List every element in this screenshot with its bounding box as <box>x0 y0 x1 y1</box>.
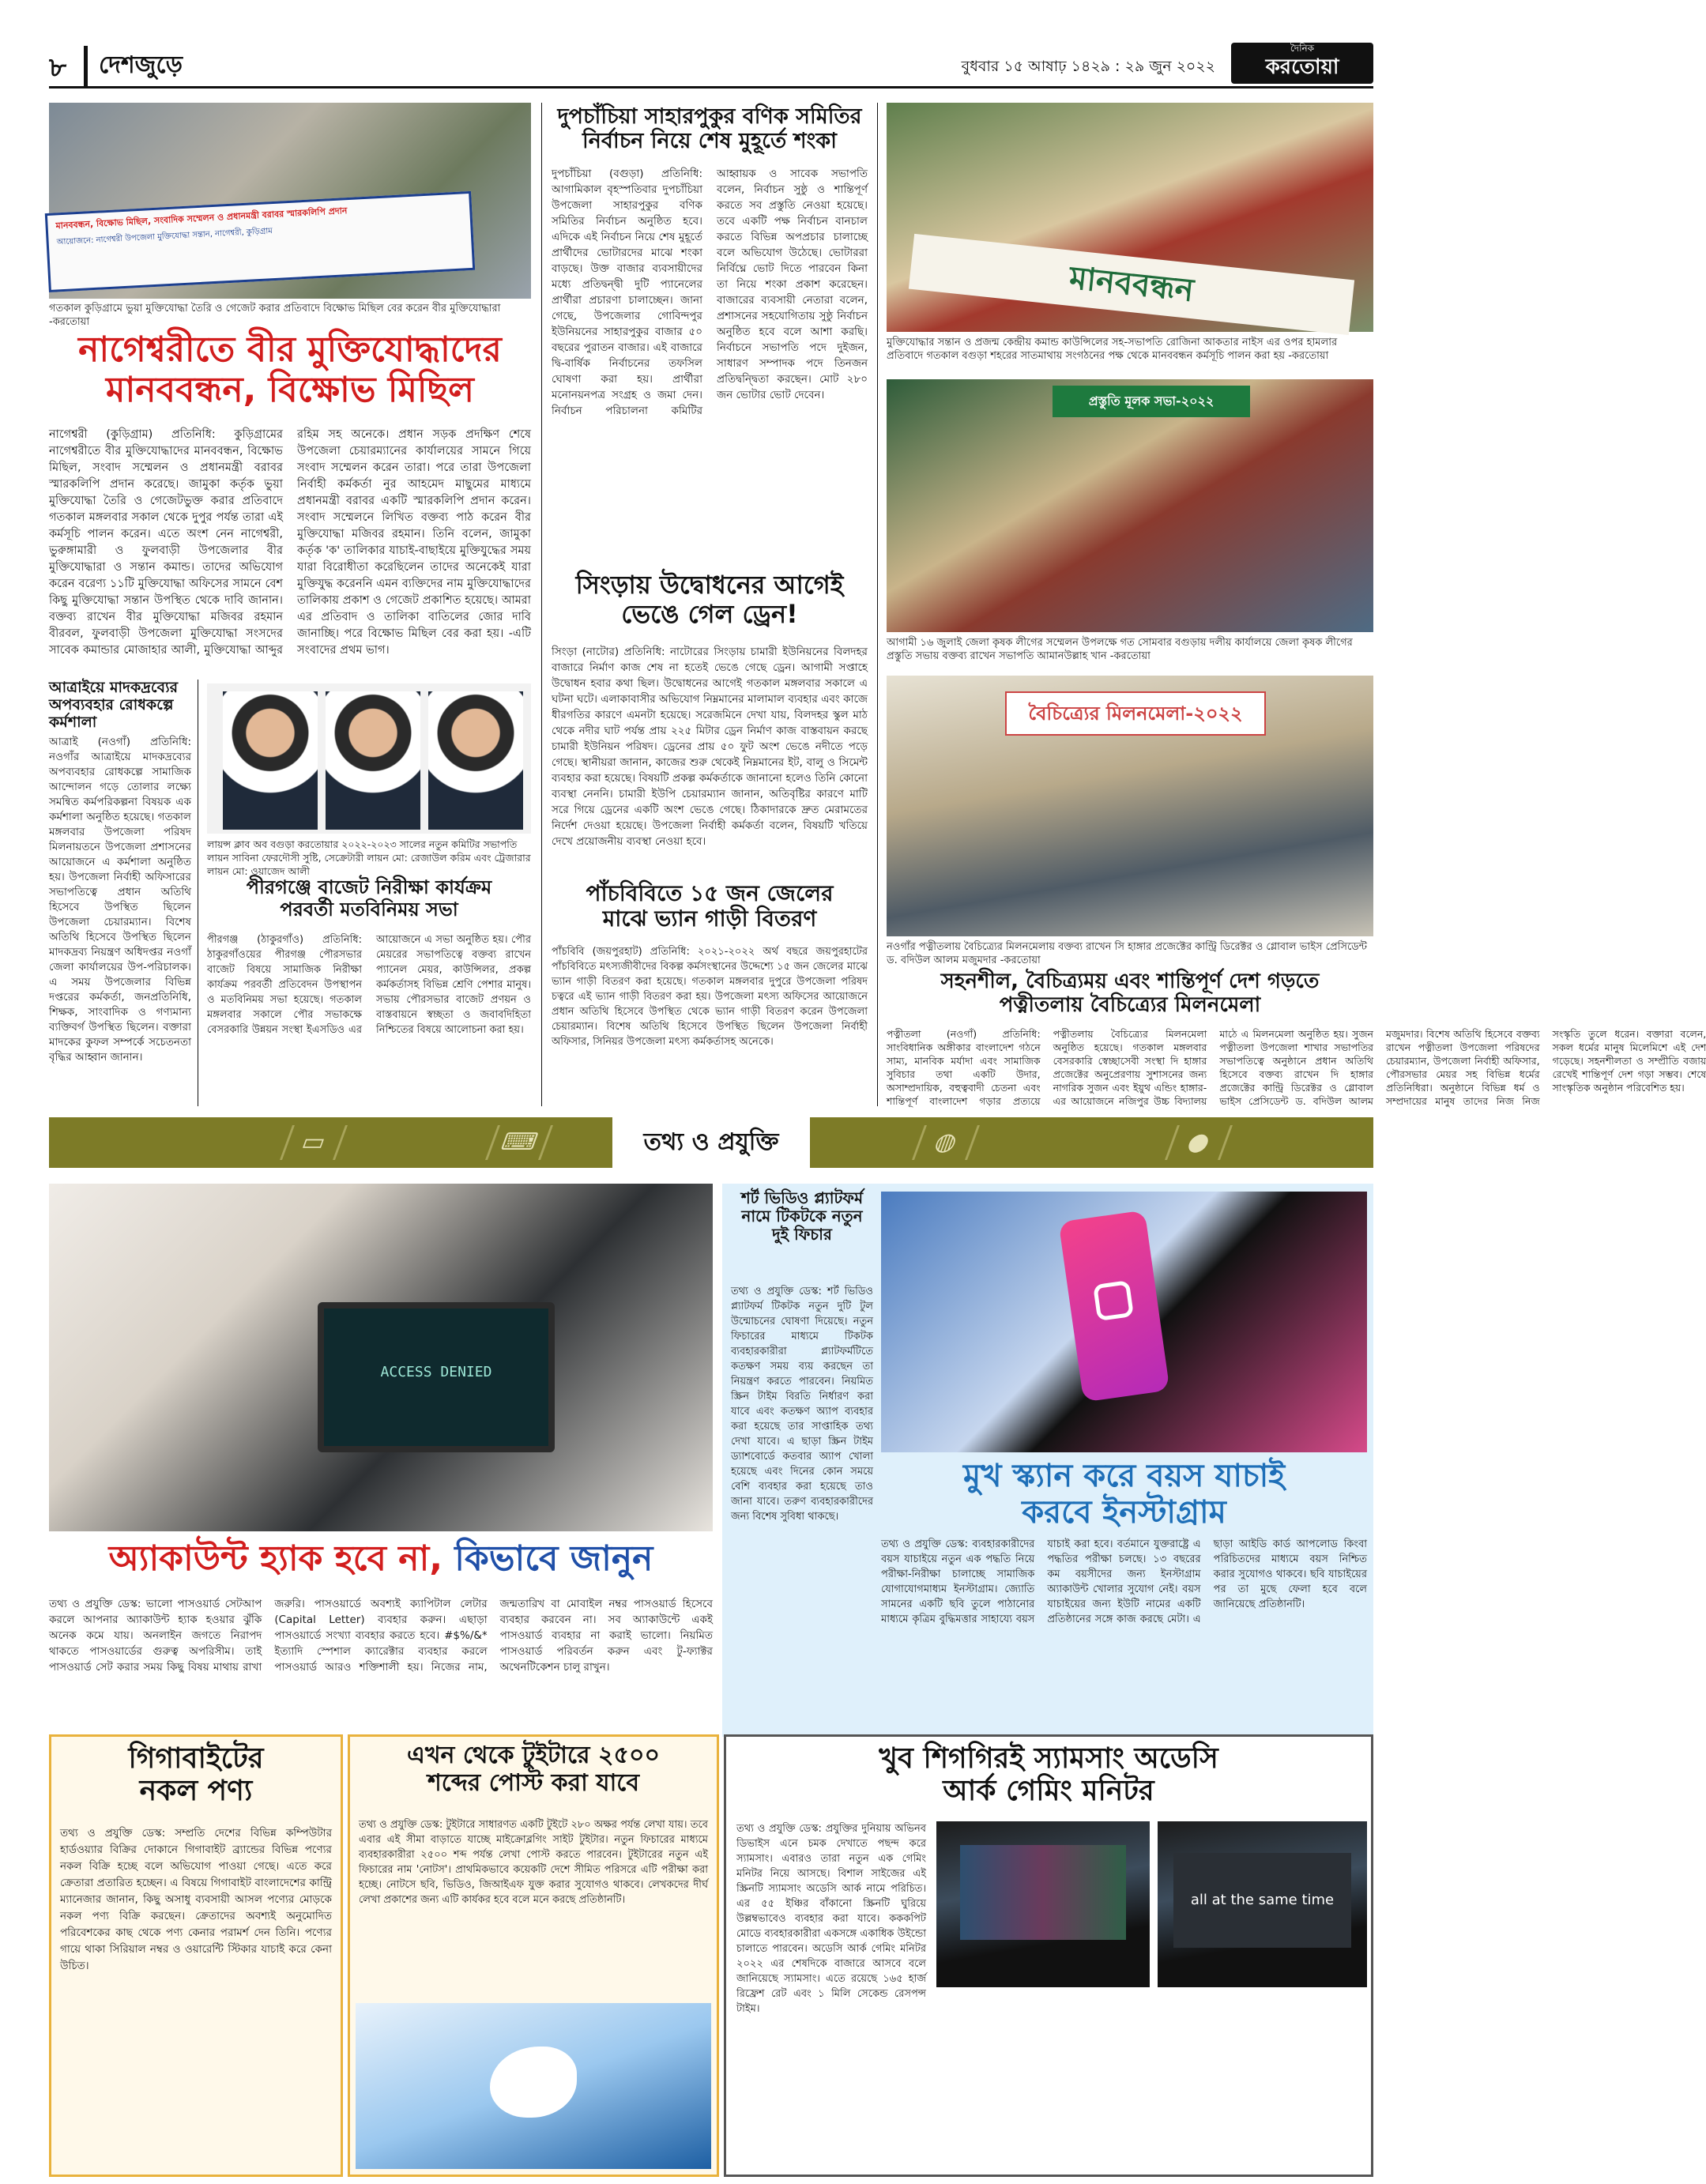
event-banner: প্রস্তুতি মূলক সভা-২০২২ <box>1053 386 1250 417</box>
twitter-photo <box>356 2003 711 2169</box>
laptop-icon: ⌨ <box>485 1125 553 1160</box>
headline: দুপচাঁচিয়া সাহারপুকুর বণিক সমিতির নির্বাচন নিয়ে শেষ মুহূর্তে শংকা <box>557 104 862 154</box>
portrait-photo <box>428 691 523 830</box>
article-body: পাঁচবিবি (জয়পুরহাট) প্রতিনিধি: ২০২১-২০২২ অর্থ বছরে জয়পুরহাটের পাঁচবিবিতে মৎস্যজীবীদের বিকল্প কর্মসংস্থানের উদ্দেশ্যে ১৫ জন জেলের মাঝে ভ্যান গাড়ী বিতরণ করা হয়েছে। গতকাল মঙ্গলবার দুপুরে উপজেলা পরিষদ চত্বরে এই ভ্যান গাড়ী বিতরণ করা হয়। উপজেলা মৎস্য অফিসের আয়োজনে প্রধান অতিথি হিসেবে উপস্থিত থেকে ভ্যান গাড়ী বিতরণ করেন উপজেলা চেয়ারম্যান। বিশেষ অতিথি হিসেবে উপস্থিত ছিলেন উপজেলা নির্বাহী অফিসার, সিনিয়র উপজেলা মৎস্য কর্মকর্তাসহ অনেকে। <box>552 946 868 1048</box>
headline: মুখ স্ক্যান করে বয়স যাচাই করবে ইনস্টাগ্রাম <box>962 1458 1286 1531</box>
instagram-phone-photo <box>881 1192 1367 1452</box>
headline: খুব শিগগিরই স্যামসাং অডেসি আর্ক গেমিং মনিটর <box>879 1742 1218 1808</box>
photo-caption: নওগাঁর পত্নীতলায় বৈচিত্র্যের মিলনমেলায় বক্তব্য রাখেন সি হাঙ্গার প্রজেক্টের কান্ট্রি ডিরেক্টর ও গ্লোবাল ভাইস প্রেসিডেন্ট ড. বদিউল আলম মজুমদার -করতোয়া <box>887 941 1367 966</box>
monitor-photo <box>1158 1821 1367 1987</box>
portrait-photo <box>223 691 318 830</box>
article-body: তথ্য ও প্রযুক্তি ডেস্ক: ভালো পাসওয়ার্ড সেটআপ করলে আপনার অ্যাকাউন্ট হ্যাক হওয়ার ঝুঁকি অনেক কমে যায়। অনলাইন জগতে নিরাপদ থাকতে পাসওয়ার্ডের গুরুত্ব অপরিসীম। তাই পাসওয়ার্ড সেট করার সময় কিছু বিষয় মাথায় রাখা জরুরি। পাসওয়ার্ডে অবশ্যই ক্যাপিটাল লেটার (Capital Letter) ব্যবহার করুন। এছাড়া পাসওয়ার্ডে সংখ্যা ব্যবহার করতে হবে। #$%/&* ইত্যাদি স্পেশাল ক্যারেক্টার ব্যবহার করলে পাসওয়ার্ড আরও শক্তিশালী হয়। নিজের নাম, জন্মতারিখ বা মোবাইল নম্বর পাসওয়ার্ড হিসেবে ব্যবহার করবেন না। সব অ্যাকাউন্টে একই পাসওয়ার্ড ব্যবহার না করাই ভালো। নিয়মিত পাসওয়ার্ড পরিবর্তন করুন এবং টু-ফ্যাক্টর অথেনটিকেশন চালু রাখুন। <box>49 1598 713 1674</box>
apple-icon: ● <box>1165 1125 1233 1160</box>
human-chain-photo <box>887 103 1373 332</box>
section-title: তথ্য ও প্রযুক্তি <box>612 1117 810 1168</box>
page-number: ৮ <box>49 52 67 84</box>
section-banner <box>49 1117 1373 1168</box>
article-body: দুপচাঁচিয়া (বগুড়া) প্রতিনিধি: আগামিকাল বৃহস্পতিবার দুপচাঁচিয়া উপজেলা সাহারপুকুর বণিক সমিতির নির্বাচন অনুষ্ঠিত হবে। এদিকে এই নির্বাচন নিয়ে শেষ মুহূর্তে প্রার্থীদের ভোটারদের মাঝে শংকা বাড়ছে। উক্ত বাজার ব্যবসায়ীদের মধ্যে প্রতিদ্বন্দ্বী দুটি প্যানেলের প্রার্থীরা প্রচারণা চালাচ্ছেন। জানা গেছে, উপজেলার গোবিন্দপুর ইউনিয়নের সাহারপুকুর বাজার ৫০ বছরের পুরাতন বাজার। এই বাজারে দ্বি-বার্ষিক নির্বাচনের তফসিল ঘোষণা করা হয়। প্রার্থীরা মনোনয়নপত্র সংগ্রহ ও জমা দেন। নির্বাচন পরিচালনা কমিটির আহ্বায়ক ও সাবেক সভাপতি বলেন, নির্বাচন সুষ্ঠু ও শান্তিপূর্ণ করতে সব প্রস্তুতি নেওয়া হয়েছে। তবে একটি পক্ষ নির্বাচন বানচাল করতে বিভিন্ন অপপ্রচার চালাচ্ছে বলে অভিযোগ উঠেছে। ভোটাররা নির্বিঘ্নে ভোট দিতে পারবেন কিনা তা নিয়ে শংকা প্রকাশ করেছেন। বাজারের ব্যবসায়ী নেতারা বলেন, প্রশাসনের সহযোগিতায় সুষ্ঠু নির্বাচন অনুষ্ঠিত হবে বলে আশা করছি। নির্বাচনে সভাপতি পদে দুইজন, সাধারণ সম্পাদক পদে তিনজন প্রতিদ্বন্দ্বিতা করছেন। মোট ২৮০ জন ভোটার ভোট দেবেন। <box>552 168 868 417</box>
monitor-screen <box>960 1845 1126 1940</box>
headline: সহনশীল, বৈচিত্র্যময় এবং শান্তিপূর্ণ দেশ গড়তে পত্নীতলায় বৈচিত্র্যের মিলনমেলা <box>940 970 1320 1017</box>
rally-photo <box>49 103 531 299</box>
laptop-user-photo <box>49 1184 713 1531</box>
headline: পাঁচবিবিতে ১৫ জন জেলের মাঝে ভ্যান গাড়ী বিতরণ <box>586 880 834 932</box>
newspaper-logo: দৈনিক করতোয়া <box>1231 43 1373 84</box>
meeting-photo <box>887 379 1373 632</box>
twitter-bird-icon <box>490 2047 577 2118</box>
article-body: পত্নীতলা (নওগাঁ) প্রতিনিধি: সাংবিধানিক অঙ্গীকার বাংলাদেশ গঠনে সাম্য, মানবিক মর্যাদা এবং সামাজিক সুবিচার তথা একটি উদার, অসাম্প্রদায়িক, বহুত্ববাদী চেতনা এবং শান্তিপূর্ণ বাংলাদেশ গড়ার প্রত্যয়ে পত্নীতলায় বৈচিত্র্যের মিলনমেলা অনুষ্ঠিত হয়েছে। গতকাল মঙ্গলবার বেসরকারি স্বেচ্ছাসেবী সংস্থা দি হাঙ্গার প্রজেক্টের অনুপ্রেরণায় সুশাসনের জন্য নাগরিক সুজন এবং ইয়ুথ এন্ডিং হাঙ্গার-এর আয়োজনে নজিপুর উচ্চ বিদ্যালয় মাঠে এ মিলনমেলা অনুষ্ঠিত হয়। সুজন পত্নীতলা উপজেলা শাখার সভাপতির সভাপতিত্বে অনুষ্ঠানে প্রধান অতিথি হিসেবে বক্তব্য রাখেন দি হাঙ্গার প্রজেক্টের কান্ট্রি ডিরেক্টর ও গ্লোবাল ভাইস প্রেসিডেন্ট ড. বদিউল আলম মজুমদার। বিশেষ অতিথি হিসেবে বক্তব্য রাখেন পত্নীতলা উপজেলা পরিষদের চেয়ারম্যান, উপজেলা নির্বাহী অফিসার, পৌরসভার মেয়র সহ বিভিন্ন ধর্মের প্রতিনিধিরা। অনুষ্ঠানে বিভিন্ন ধর্ম ও সম্প্রদায়ের মানুষ তাদের নিজ নিজ সংস্কৃতি তুলে ধরেন। বক্তারা বলেন, সকল ধর্মের মানুষ মিলেমিশে এই দেশ গড়েছে। সহনশীলতা ও সম্প্রীতি বজায় রেখেই শান্তিপূর্ণ দেশ গড়া সম্ভব। শেষে সাংস্কৃতিক অনুষ্ঠান পরিবেশিত হয়। <box>887 1028 1706 1107</box>
headline: নাগেশ্বরীতে বীর মুক্তিযোদ্ধাদের মানববন্ধন, বিক্ষোভ মিছিল <box>78 329 502 410</box>
monitor-screen: all at the same time <box>1173 1853 1351 1948</box>
protest-banner: মানববন্ধন, বিক্ষোভ মিছিল, সংবাদিক সম্মেলন ও প্রধানমন্ত্রী বরাবর স্মারকলিপি প্রদান আয়োজনে: নাগেশ্বরী উপজেলা মুক্তিযোদ্ধা সন্তান, নাগেশ্বরী, কুড়িগ্রাম <box>45 191 475 292</box>
article-body: আত্রাই (নওগাঁ) প্রতিনিধি: নওগাঁর আত্রাইয়ে মাদকদ্রব্যের অপব্যবহার রোধকল্পে সামাজিক আন্দোলন গড়ে তোলার লক্ষ্যে সমন্বিত কর্মপরিকল্পনা বিষয়ক এক কর্মশালা অনুষ্ঠিত হয়েছে। গতকাল মঙ্গলবার উপজেলা পরিষদ মিলনায়তনে উপজেলা প্রশাসনের আয়োজনে এ কর্মশালা অনুষ্ঠিত হয়। উপজেলা নির্বাহী অফিসারের সভাপতিত্বে প্রধান অতিথি হিসেবে উপস্থিত ছিলেন উপজেলা চেয়ারম্যান। বিশেষ অতিথি হিসেবে উপস্থিত ছিলেন মাদকদ্রব্য নিয়ন্ত্রণ অধিদপ্তর নওগাঁ জেলা কার্যালয়ের উপ-পরিচালক। এ সময় উপজেলার বিভিন্ন দপ্তরের কর্মকর্তা, জনপ্রতিনিধি, শিক্ষক, সাংবাদিক ও গণ্যমান্য ব্যক্তিবর্গ উপস্থিত ছিলেন। বক্তারা মাদকের কুফল সম্পর্কে সচেতনতা বৃদ্ধির আহ্বান জানান। <box>49 736 191 1064</box>
photo-caption: আগামী ১৬ জুলাই জেলা কৃষক লীগের সম্মেলন উপলক্ষে গত সোমবার বগুড়ায় দলীয় কার্যালয়ে জেলা কৃষক লীগের প্রস্তুতি সভায় বক্তব্য রাখেন সভাপতি আমানউল্লাহ খান -করতোয়া <box>887 637 1353 662</box>
article-body: নাগেশ্বরী (কুড়িগ্রাম) প্রতিনিধি: কুড়িগ্রামের নাগেশ্বরীতে বীর মুক্তিযোদ্ধাদের মানববন্ধন, বিক্ষোভ মিছিল, সংবাদ সম্মেলন ও প্রধানমন্ত্রী বরাবর স্মারকলিপি প্রদান করেছে। জামুকা কর্তৃক ভুয়া মুক্তিযোদ্ধা তৈরি ও গেজেটভুক্ত করার প্রতিবাদে গতকাল মঙ্গলবার সকাল থেকে দুপুর পর্যন্ত তারা এই কর্মসূচি পালন করেন। এতে অংশ নেন নাগেশ্বরী, ভুরুঙ্গামারী ও ফুলবাড়ী উপজেলার বীর মুক্তিযোদ্ধারা ও সন্তান কমান্ড। তাদের অভিযোগ করেন বরেণ্য ১১টি মুক্তিযোদ্ধা অফিসের সামনে বেশ কিছু মুক্তিযোদ্ধা সন্তান উপস্থিত থেকে দাবি জানান। বক্তব্য রাখেন বীর মুক্তিযোদ্ধা মজিবর রহমান বীরবল, ফুলবাড়ী উপজেলা মুক্তিযোদ্ধা সংসদের সাবেক কমান্ডার মোজাহার আলী, মুক্তিযোদ্ধা আব্দুর রহিম সহ অনেকে। প্রধান সড়ক প্রদক্ষিণ শেষে উপজেলা চেয়ারম্যানের কার্যালয়ের সামনে গিয়ে সংবাদ সম্মেলন করেন তারা। পরে তারা উপজেলা নির্বাহী কর্মকর্তা নুর আহমেদ মাছুমের মাধ্যমে প্রধানমন্ত্রী বরাবর একটি স্মারকলিপি প্রদান করেন। সংবাদ সম্মেলনে লিখিত বক্তব্য পাঠ করেন বীর মুক্তিযোদ্ধা মজিবর রহমান। তিনি বলেন, জামুকা কর্তৃক 'ক' তালিকার যাচাই-বাছাইয়ে মুক্তিযুদ্ধের সময় যারা বিরোধীতা করেছিলেন তাদের অনেকেই যারা মুক্তিযুদ্ধ করেননি এমন ব্যক্তিদের নাম মুক্তিযোদ্ধাদের তালিকায় প্রকাশ ও গেজেট প্রকাশিত হয়েছে। আমরা এর প্রতিবাদ ও তালিকা বাতিলের জোর দাবি জানাচ্ছি। পরে বিক্ষোভ মিছিল বের করা হয়। -এটি সংবাদের প্রথম ভাগ। <box>49 428 531 657</box>
column-divider <box>877 103 878 1106</box>
conference-photo <box>887 676 1373 936</box>
photo-caption: গতকাল কুড়িগ্রামে ভুয়া মুক্তিযোদ্ধা তৈরি ও গেজেট করার প্রতিবাদে বিক্ষোভ মিছিল বের করেন বীর মুক্তিযোদ্ধারা -করতোয়া <box>49 303 501 328</box>
photo-caption: মুক্তিযোদ্ধার সন্তান ও প্রজন্ম কেন্দ্রীয় কমান্ড কাউন্সিলের সহ-সভাপতি রোজিনা আকতার নাইস এর ওপর হামলার প্রতিবাদে গতকাল বগুড়া শহরের সাতমাথায় সংগঠনের পক্ষ থেকে মানববন্ধন কর্মসূচি পালন করা হয় -করতোয়া <box>887 337 1338 362</box>
instagram-logo-icon <box>1093 1280 1134 1321</box>
headline: এখন থেকে টুইটারে ২৫০০ শব্দের পোস্ট করা যাবে <box>407 1742 660 1797</box>
portrait-group <box>207 683 531 834</box>
page-header <box>49 43 1373 88</box>
headline: আত্রাইয়ে মাদকদ্রব্যের অপব্যবহার রোধকল্পে কর্মশালা <box>49 679 179 731</box>
globe-icon: ◍ <box>912 1125 980 1160</box>
article-body: তথ্য ও প্রযুক্তি ডেস্ক: সম্প্রতি দেশের বিভিন্ন কম্পিউটার হার্ডওয়্যার বিক্রির দোকানে গিগাবাইট ব্র্যান্ডের বিভিন্ন পণ্যের নকল বিক্রি হচ্ছে বলে অভিযোগ পাওয়া গেছে। এতে করে ক্রেতারা প্রতারিত হচ্ছেন। এ বিষয়ে গিগাবাইট বাংলাদেশের কান্ট্রি ম্যানেজার জানান, কিছু অসাধু ব্যবসায়ী আসল পণ্যের মোড়কে নকল পণ্য বিক্রি করছেন। ক্রেতাদের অবশ্যই অনুমোদিত পরিবেশকের কাছ থেকে পণ্য কেনার পরামর্শ দেন তিনি। পণ্যের গায়ে থাকা সিরিয়াল নম্বর ও ওয়ারেন্টি স্টিকার যাচাই করে কেনা উচিত। <box>60 1827 332 1972</box>
desktop-icon: ▭ <box>280 1125 348 1160</box>
portrait-photo <box>326 691 420 830</box>
article-body: পীরগঞ্জ (ঠাকুরগাঁও) প্রতিনিধি: ঠাকুরগাঁওয়ের পীরগঞ্জ পৌরসভার বাজেট বিষয়ে সামাজিক নিরীক্ষা কার্যক্রম পরবর্তী প্রতিবেদন উপস্থাপন ও মতবিনিময় সভা হয়েছে। গতকাল মঙ্গলবার সকালে পৌর সভাকক্ষে বেসরকারি উন্নয়ন সংস্থা ইএসডিও এর আয়োজনে এ সভা অনুষ্ঠিত হয়। পৌর মেয়রের সভাপতিত্বে বক্তব্য রাখেন প্যানেল মেয়র, কাউন্সিলর, প্রকল্প কর্মকর্তাসহ বিভিন্ন শ্রেণি পেশার মানুষ। সভায় পৌরসভার বাজেট প্রণয়ন ও বাস্তবায়নে স্বচ্ছতা ও জবাবদিহিতা নিশ্চিতের বিষয়ে আলোচনা করা হয়। <box>207 934 531 1036</box>
headline: গিগাবাইটের নকল পণ্য <box>128 1742 264 1808</box>
article-body: তথ্য ও প্রযুক্তি ডেস্ক: প্রযুক্তির দুনিয়ায় অভিনব ডিভাইস এনে চমক দেখাতে পছন্দ করে স্যামসাং। এবারও তারা নতুন এক গেমিং মনিটর নিয়ে আসছে। বিশাল সাইজের এই স্ক্রিনটি স্যামসাং অডেসি আর্ক নামে পরিচিত। এর ৫৫ ইঞ্চির বাঁকানো স্ক্রিনটি ঘুরিয়ে উল্লম্বভাবেও ব্যবহার করা যাবে। কককপিট মোডে ব্যবহারকারীরা একসঙ্গে একাধিক উইন্ডো চালাতে পারবেন। অডেসি আর্ক গেমিং মনিটর ২০২২ এর শেষদিকে বাজারে আসবে বলে জানিয়েছে স্যামসাং। এতে রয়েছে ১৬৫ হার্জ রিফ্রেশ রেট এবং ১ মিলি সেকেন্ড রেসপন্স টাইম। <box>736 1823 926 2015</box>
article-body: সিংড়া (নাটোর) প্রতিনিধি: নাটোরের সিংড়ায় চামারী ইউনিয়নের বিলদহর বাজারে নির্মাণ কাজ শেষ না হতেই ভেঙে গেছে ড্রেন। আগামী সপ্তাহে উদ্বোধন হবার কথা ছিল। উদ্বোধনের আগেই গতকাল মঙ্গলবার সকালে এ ঘটনা ঘটে। এলাকাবাসীর অভিযোগ নিম্নমানের মালামাল ব্যবহার এবং কাজে ধীরগতির কারণে এমনটা হয়েছে। সরেজমিনে দেখা যায়, বিলদহর স্কুল মাঠ থেকে নদীর ঘাট পর্যন্ত প্রায় ২২৫ মিটার ড্রেন নির্মাণ কাজ বাস্তবায়ন করছে চামারী ইউনিয়ন পরিষদ। ড্রেনের প্রায় ৫০ ফুট অংশ ভেঙে নদীতে পড়ে গেছে। স্থানীয়রা জানান, কাজের শুরু থেকেই নিম্নমানের ইট, বালু ও সিমেন্ট ব্যবহার করা হয়েছে। বিষয়টি প্রকল্প কর্মকর্তাকে জানানো হলেও তিনি কোনো ব্যবস্থা নেননি। চামারী ইউপি চেয়ারম্যান জানান, অতিবৃষ্টির কারণে মাটি সরে গিয়ে ড্রেনের একটি অংশ ভেঙে গেছে। ঠিকাদারকে দ্রুত মেরামতের নির্দেশ দেওয়া হয়েছে। উপজেলা নির্বাহী কর্মকর্তা বলেন, বিষয়টি খতিয়ে দেখে প্রয়োজনীয় ব্যবস্থা নেওয়া হবে। <box>552 646 868 848</box>
laptop-screen: ACCESS DENIED <box>318 1302 555 1452</box>
monitor-photo <box>936 1821 1150 1987</box>
headline: অ্যাকাউন্ট হ্যাক হবে না, কিভাবে জানুন <box>108 1538 653 1579</box>
headline: পীরগঞ্জে বাজেট নিরীক্ষা কার্যক্রম পরবর্তী মতবিনিময় সভা <box>246 876 492 921</box>
article-body: তথ্য ও প্রযুক্তি ডেস্ক: শর্ট ভিডিও প্ল্যাটফর্ম টিকটক নতুন দুটি টুল উন্মোচনের ঘোষণা দিয়েছে। নতুন ফিচারের মাধ্যমে টিকটক ব্যবহারকারীরা প্ল্যাটফর্মটিতে কতক্ষণ সময় ব্যয় করছেন তা নিয়ন্ত্রণ করতে পারবেন। নিয়মিত স্ক্রিন টাইম বিরতি নির্ধারণ করা যাবে এবং কতক্ষণ অ্যাপ ব্যবহার করা হয়েছে তার সাপ্তাহিক তথ্য দেখা যাবে। এ ছাড়া স্ক্রিন টাইম ড্যাশবোর্ডে কতবার অ্যাপ খোলা হয়েছে এবং দিনের কোন সময়ে বেশি ব্যবহার করা হয়েছে তাও জানা যাবে। তরুণ ব্যবহারকারীদের জন্য বিশেষ সুবিধা থাকছে। <box>731 1286 873 1523</box>
headline: শর্ট ভিডিও প্ল্যাটফর্ম নামে টিকটকে নতুন দুই ফিচার <box>740 1188 864 1244</box>
event-banner: বৈচিত্র্যের মিলনমেলা-২০২২ <box>1005 691 1266 736</box>
headline: সিংড়ায় উদ্বোধনের আগেই ভেঙে গেল ড্রেন! <box>575 570 844 629</box>
article-body: তথ্য ও প্রযুক্তি ডেস্ক: টুইটারে সাধারণত একটি টুইটে ২৮০ অক্ষর পর্যন্ত লেখা যায়। তবে এবার এই সীমা বাড়াতে যাচ্ছে মাইক্রোব্লগিং সাইট টুইটার। নতুন ফিচারের মাধ্যমে ব্যবহারকারীরা ২৫০০ শব্দ পর্যন্ত লেখা পোস্ট করতে পারবেন। টুইটারের নতুন এই ফিচারের নাম 'নোটস'। প্রাথমিকভাবে কয়েকটি দেশে সীমিত পরিসরে এটি পরীক্ষা করা হচ্ছে। নোটসে ছবি, ভিডিও, জিআইএফ যুক্ত করার সুযোগও থাকবে। লেখকদের দীর্ঘ লেখা প্রকাশের জন্য এটি কার্যকর হবে বলে মনে করছে প্রতিষ্ঠানটি। <box>359 1819 708 1906</box>
issue-date: বুধবার ১৫ আষাঢ় ১৪২৯ : ২৯ জুন ২০২২ <box>961 58 1215 75</box>
photo-caption: লায়ন্স ক্লাব অব বগুড়া করতোয়ার ২০২২-২০২৩ সালের নতুন কমিটির সভাপতি লায়ন সাবিনা ফেরদৌসী সুষ্টি, সেক্রেটারী লায়ন মো: রেজাউল করিম এবং ট্রেজারার লায়ন মো: ওয়াজেদ আলী <box>207 838 531 877</box>
column-divider <box>541 103 542 1106</box>
human-chain-banner: মানববন্ধন <box>909 234 1354 335</box>
section-name: দেশজুড়ে <box>84 46 183 86</box>
article-body: তথ্য ও প্রযুক্তি ডেস্ক: ব্যবহারকারীদের বয়স যাচাইয়ে নতুন এক পদ্ধতি নিয়ে পরীক্ষা-নিরীক্ষা চালাচ্ছে সামাজিক যোগাযোগমাধ্যম ইনস্টাগ্রাম। জ্যোতি সামনের একটি ছবি তুলে পাঠানোর মাধ্যমে কৃত্রিম বুদ্ধিমত্তার সাহায্যে বয়স যাচাই করা হবে। বর্তমানে যুক্তরাষ্ট্রে এ পদ্ধতির পরীক্ষা চলছে। ১৩ বছরের কম বয়সীদের জন্য ইনস্টাগ্রাম অ্যাকাউন্ট খোলার সুযোগ নেই। বয়স যাচাইয়ের জন্য ইউটি নামের একটি প্রতিষ্ঠানের সঙ্গে কাজ করছে মেটা। এ ছাড়া আইডি কার্ড আপলোড কিংবা পরিচিতদের মাধ্যমে বয়স নিশ্চিত করার সুযোগও থাকবে। ছবি যাচাইয়ের পর তা মুছে ফেলা হবে বলে জানিয়েছে প্রতিষ্ঠানটি। <box>881 1538 1367 1625</box>
phone <box>1059 1210 1170 1402</box>
